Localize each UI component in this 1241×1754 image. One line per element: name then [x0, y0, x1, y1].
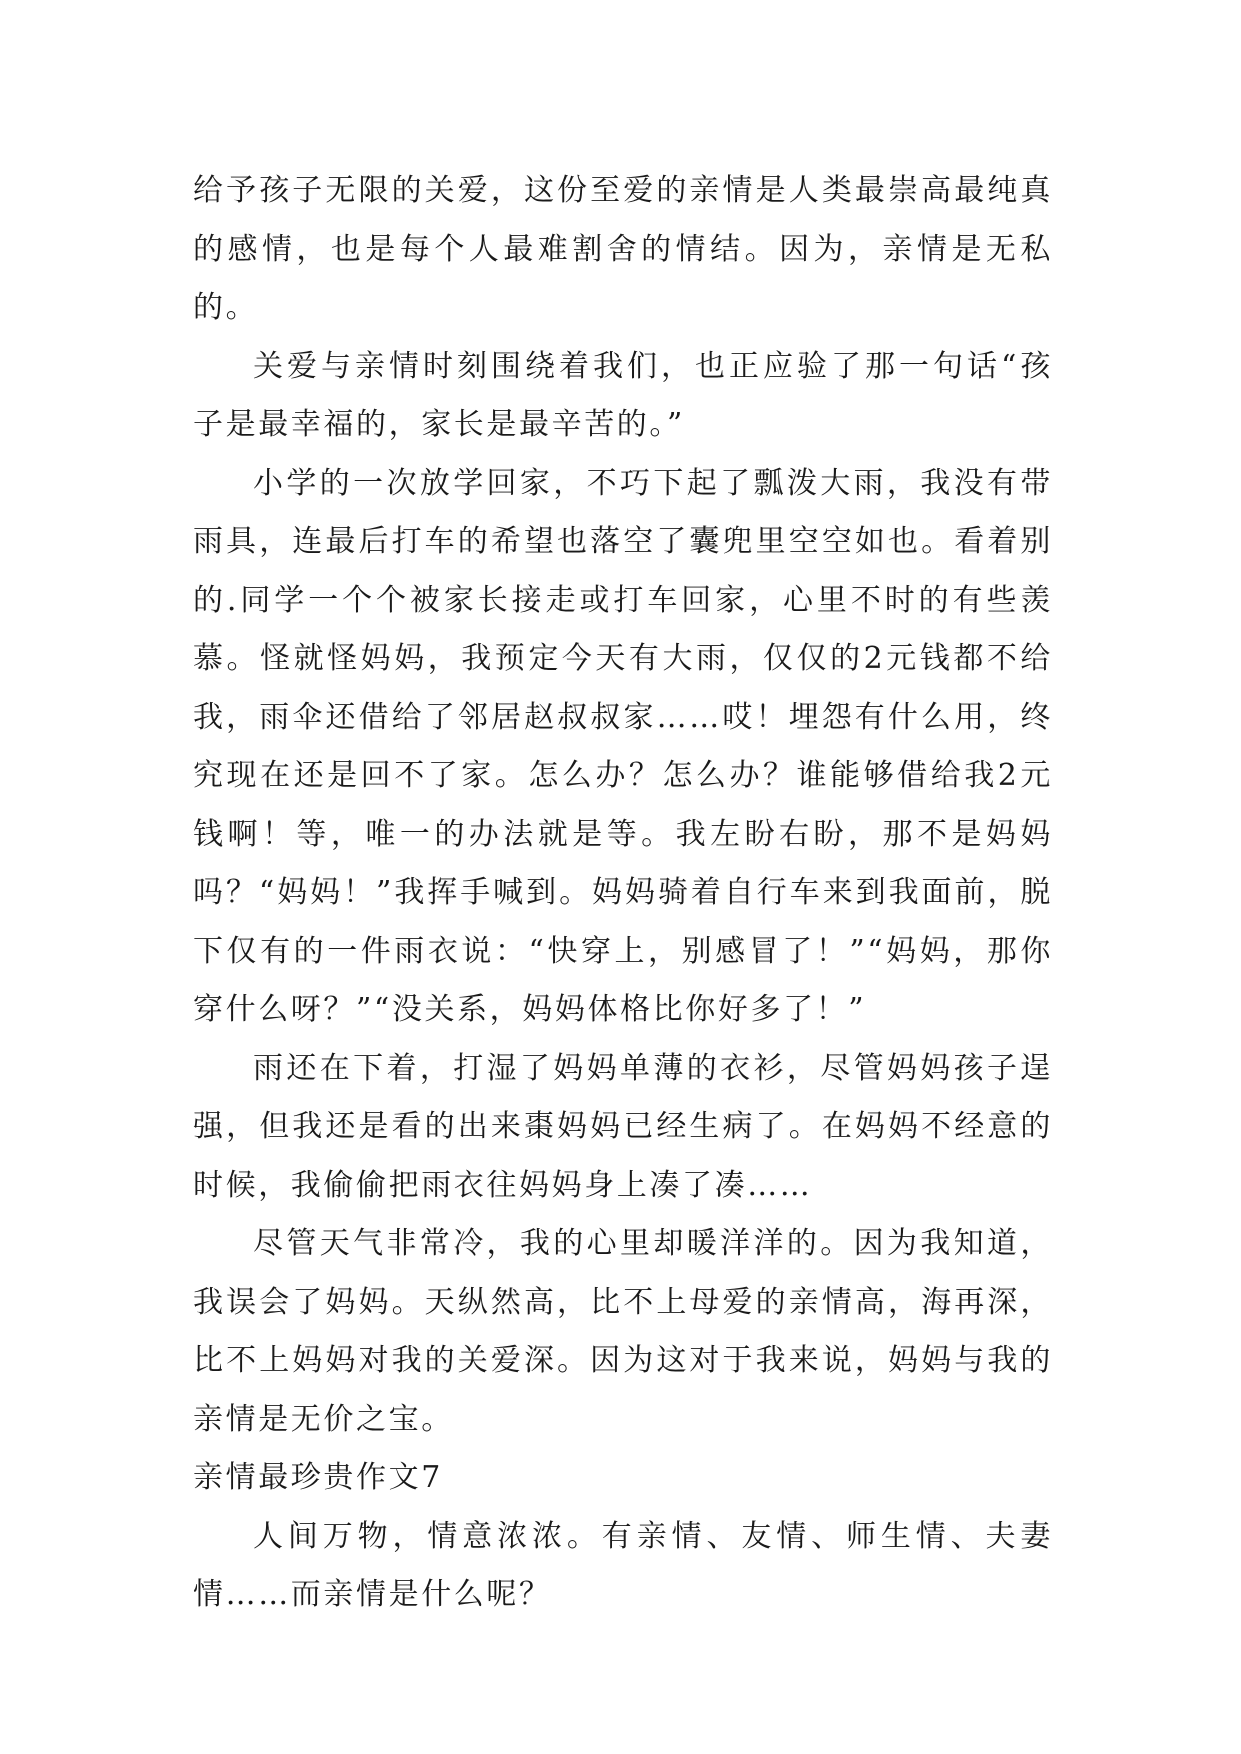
- paragraph-4: 雨还在下着，打湿了妈妈单薄的衣衫，尽管妈妈孩子逞强，但我还是看的出来棗妈妈已经生病了。在妈妈不经意的时候，我偷偷把雨衣往妈妈身上凑了凑……: [193, 1050, 1053, 1203]
- paragraph-3: 小学的一次放学回家，不巧下起了瓢泼大雨，我没有带雨具，连最后打车的希望也落空了囊兜里空空如也。看着别的.同学一个个被家长接走或打车回家，心里不时的有些羡慕。怪就怪妈妈，我预定今天有大雨，仅仅的2元钱都不给我，雨伞还借给了邻居赵叔叔家……哎！埋怨有什么用，终究现在还是回不了家。怎么办？怎么办？谁能够借给我2元钱啊！等，唯一的办法就是等。我左盼右盼，那不是妈妈吗？“妈妈！”我挥手喊到。妈妈骑着自行车来到我面前，脱下仅有的一件雨衣说：“快穿上，别感冒了！”“妈妈，那你穿什么呀？”“没关系，妈妈体格比你好多了！”: [193, 465, 1053, 1027]
- paragraph-5: 尽管天气非常冷，我的心里却暖洋洋的。因为我知道，我误会了妈妈。天纵然高，比不上母爱的亲情高，海再深，比不上妈妈对我的关爱深。因为这对于我来说，妈妈与我的亲情是无价之宝。: [193, 1226, 1053, 1437]
- section-heading: 亲情最珍贵作文7: [193, 1460, 443, 1495]
- paragraph-1: 给予孩子无限的关爱，这份至爱的亲情是人类最崇高最纯真的感情，也是每个人最难割舍的情结。因为，亲情是无私的。: [193, 173, 1053, 325]
- document-body: [193, 162, 1053, 1625]
- paragraph-2: 关爱与亲情时刻围绕着我们，也正应验了那一句话“孩子是最幸福的，家长是最辛苦的。”: [193, 348, 1053, 442]
- paragraph-6: 人间万物，情意浓浓。有亲情、友情、师生情、夫妻情……而亲情是什么呢？: [193, 1518, 1053, 1612]
